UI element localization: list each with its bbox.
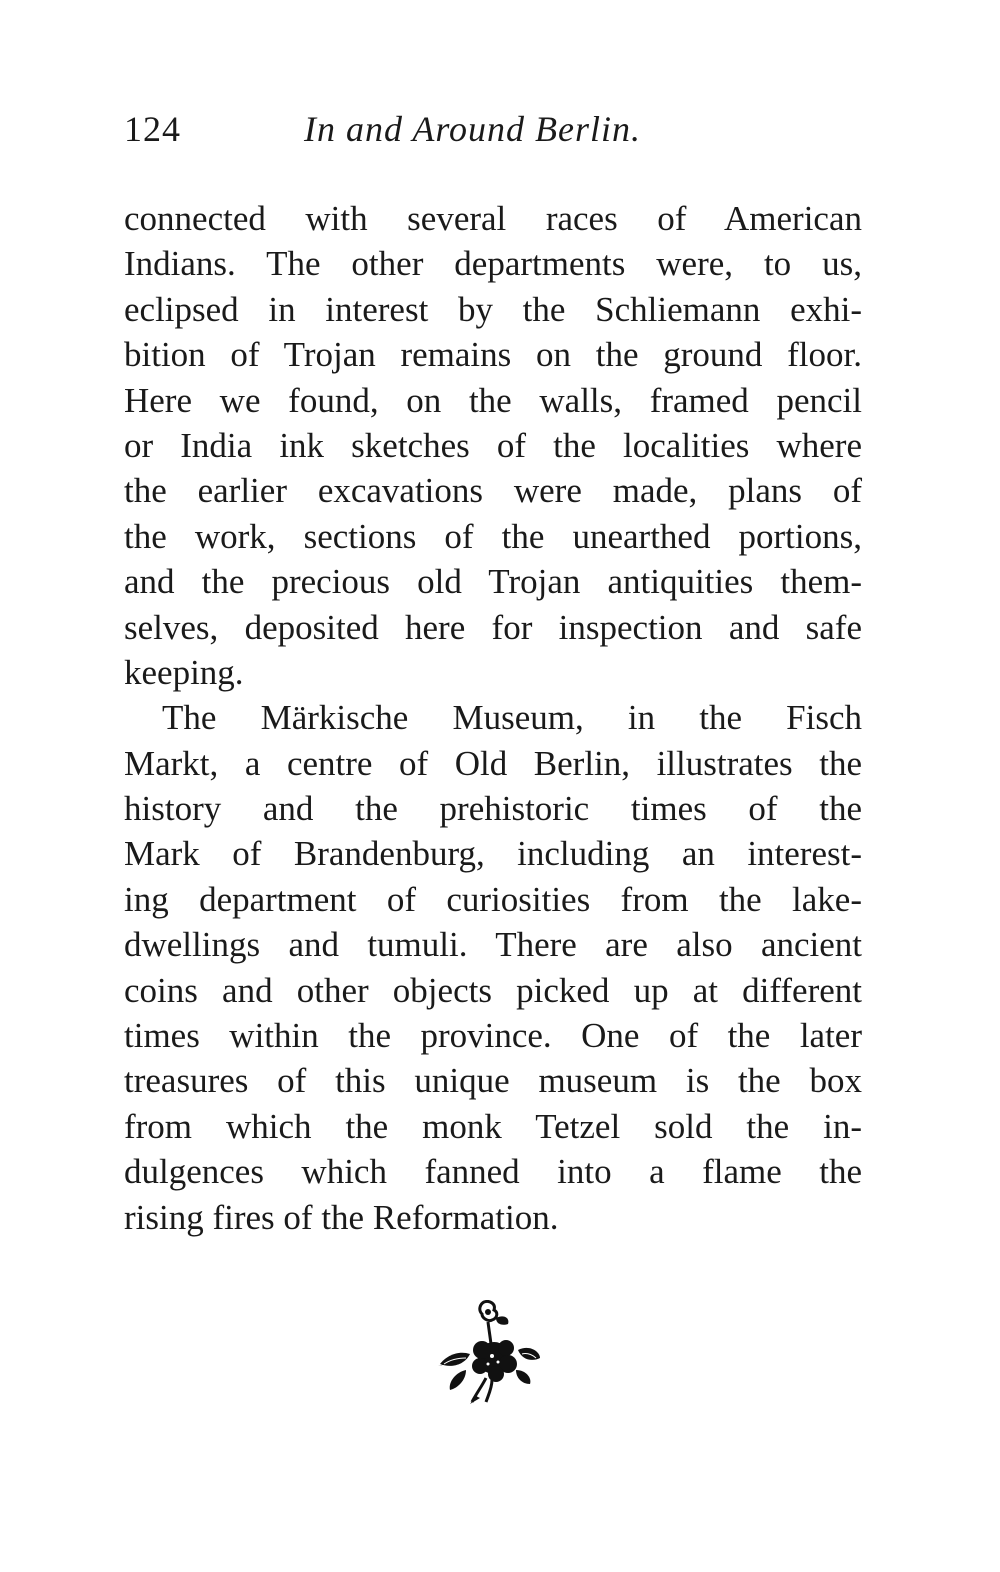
text-line: selves, deposited here for inspection and safe: [124, 607, 862, 647]
floral-ornament-icon: [436, 1300, 542, 1404]
text-line: from which the monk Tetzel sold the in-: [124, 1106, 862, 1146]
body-text: [124, 196, 862, 1240]
text-line: eclipsed in interest by the Schliemann exhi-: [124, 289, 862, 329]
text-line: times within the province. One of the later: [124, 1016, 862, 1056]
text-line: and the precious old Trojan antiquities them-: [124, 562, 862, 602]
text-line: dulgences which fanned into a flame the: [124, 1152, 862, 1192]
text-line: Markt, a centre of Old Berlin, illustrates the: [124, 743, 862, 783]
text-line: keeping.: [124, 652, 244, 692]
text-line: Here we found, on the walls, framed pencil: [124, 380, 862, 420]
text-line: connected with several races of American: [124, 199, 862, 238]
running-title: In and Around Berlin.: [304, 109, 641, 149]
running-head: [124, 108, 864, 158]
text-line: dwellings and tumuli. There are also ancient: [124, 925, 862, 965]
paragraph-1: [124, 196, 862, 695]
paragraph-2: [124, 695, 862, 1240]
text-line: The Märkische Museum, in the Fisch: [162, 698, 862, 738]
text-line: coins and other objects picked up at different: [124, 970, 862, 1010]
text-line: the work, sections of the unearthed portions,: [124, 516, 862, 556]
text-line: ing department of curiosities from the lake-: [124, 879, 862, 919]
text-line: bition of Trojan remains on the ground floor.: [124, 335, 862, 375]
text-line: or India ink sketches of the localities where: [124, 425, 862, 465]
text-line: Mark of Brandenburg, including an interest-: [124, 834, 862, 874]
page-number: 124: [124, 109, 181, 149]
text-line: treasures of this unique museum is the box: [124, 1061, 862, 1101]
floral-ornament-svg: [436, 1300, 542, 1404]
text-line: Indians. The other departments were, to us,: [124, 244, 862, 284]
text-line: rising fires of the Reformation.: [124, 1197, 559, 1237]
text-line: the earlier excavations were made, plans of: [124, 471, 862, 511]
text-line: history and the prehistoric times of the: [124, 789, 862, 829]
